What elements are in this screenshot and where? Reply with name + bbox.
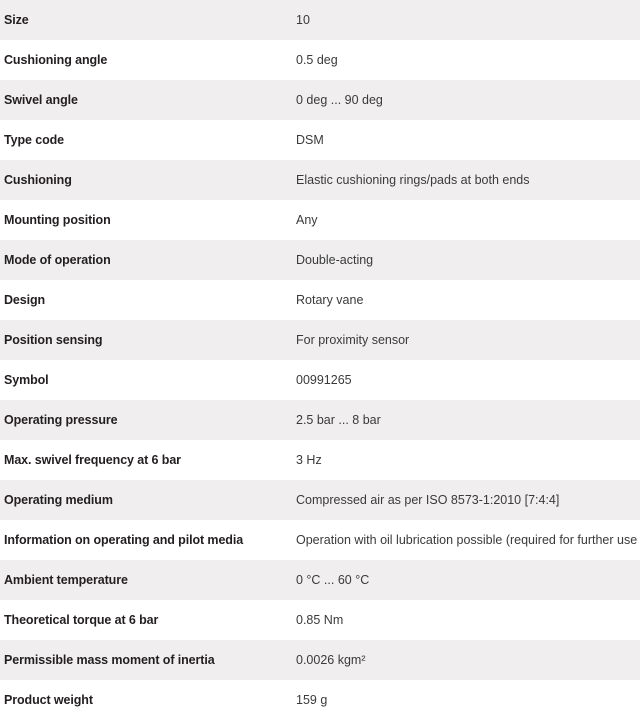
table-row [0,640,640,680]
table-row [0,360,640,400]
spec-value: 0 °C ... 60 °C [296,573,370,587]
spec-label: Max. swivel frequency at 6 bar [4,453,181,467]
table-row [0,320,640,360]
spec-label: Operating medium [4,493,113,507]
spec-value: 00991265 [296,373,352,387]
spec-label: Symbol [4,373,49,387]
spec-label: Cushioning angle [4,53,108,67]
table-row [0,560,640,600]
spec-value: 0.0026 kgm² [296,653,366,667]
spec-value: Compressed air as per ISO 8573-1:2010 [7:4:4] [296,493,560,507]
spec-value: 10 [296,13,310,27]
spec-label: Theoretical torque at 6 bar [4,613,159,627]
spec-label: Swivel angle [4,93,78,107]
spec-value: Any [296,213,318,227]
spec-value: 3 Hz [296,453,322,467]
table-row [0,0,640,40]
table-row [0,520,640,560]
table-row [0,480,640,520]
spec-value: 2.5 bar ... 8 bar [296,413,381,427]
spec-value: 0.85 Nm [296,613,344,627]
spec-label: Cushioning [4,173,72,187]
spec-label: Product weight [4,693,93,707]
spec-value: For proximity sensor [296,333,410,347]
table-row [0,80,640,120]
table-row [0,440,640,480]
spec-value: Elastic cushioning rings/pads at both ends [296,173,530,187]
spec-value: DSM [296,133,324,147]
table-row [0,600,640,640]
spec-value: 0 deg ... 90 deg [296,93,383,107]
spec-value: 159 g [296,693,328,707]
spec-label: Size [4,13,29,27]
spec-value: 0.5 deg [296,53,338,67]
spec-label: Design [4,293,46,307]
spec-label: Mounting position [4,213,111,227]
spec-value: Double-acting [296,253,374,267]
spec-label: Information on operating and pilot media [4,533,244,547]
table-row [0,200,640,240]
spec-value: Operation with oil lubrication possible (required for further use [296,533,638,547]
table-row [0,40,640,80]
spec-label: Ambient temperature [4,573,128,587]
table-row [0,400,640,440]
table-row [0,280,640,320]
spec-label: Position sensing [4,333,103,347]
spec-value: Rotary vane [296,293,364,307]
spec-label: Operating pressure [4,413,118,427]
table-row [0,680,640,720]
spec-label: Mode of operation [4,253,111,267]
spec-label: Type code [4,133,64,147]
spec-label: Permissible mass moment of inertia [4,653,215,667]
table-row [0,120,640,160]
table-row [0,240,640,280]
table-row [0,160,640,200]
